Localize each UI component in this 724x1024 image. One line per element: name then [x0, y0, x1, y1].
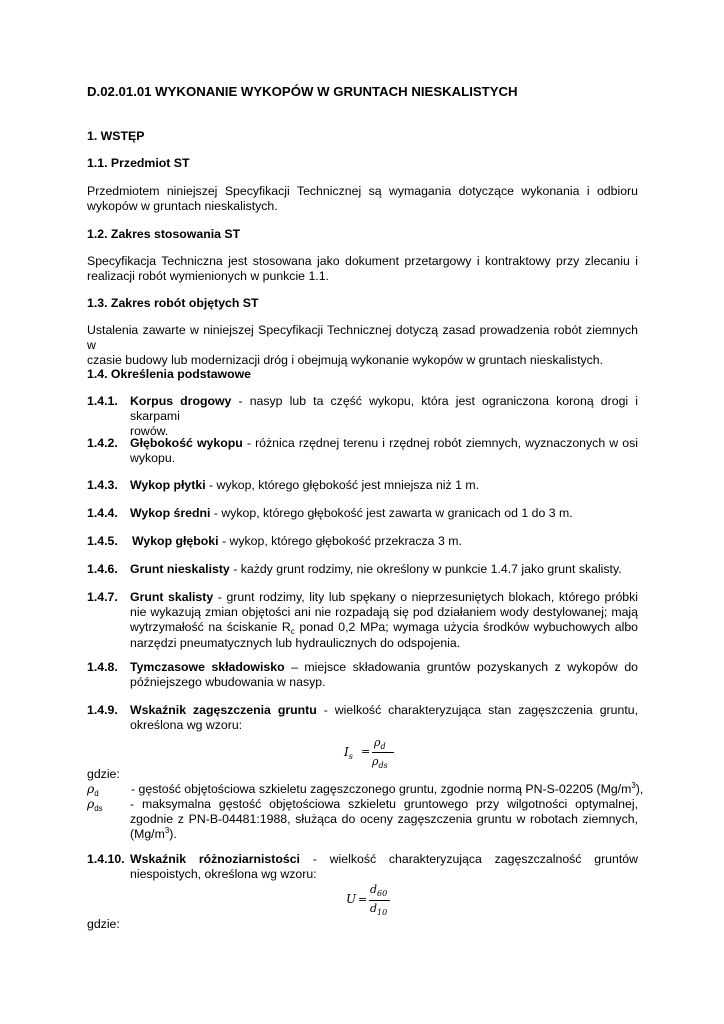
- paragraph-line: wykopów w gruntach nieskalistych.: [87, 199, 278, 213]
- item-line: Grunt skalisty - grunt rodzimy, lity lub spękany o nieprzesuniętych blokach, którego próbki: [130, 590, 638, 604]
- item-line: późniejszego wbudowania w nasyp.: [130, 675, 326, 689]
- formula-numerator-sub: 60: [377, 889, 388, 898]
- document-title: D.02.01.01 WYKONANIE WYKOPÓW W GRUNTACH NIESKALISTYCH: [87, 84, 518, 99]
- section-heading-1-1: 1.1. Przedmiot ST: [87, 156, 190, 170]
- formula-denominator: d: [370, 902, 378, 915]
- symbol: ρ: [87, 797, 95, 811]
- item-term: Grunt nieskalisty: [130, 562, 230, 576]
- symbol: ρ: [87, 782, 95, 796]
- item-number: 1.4.7.: [87, 590, 118, 604]
- item-line: niespoistych, określona wg wzoru:: [130, 867, 317, 881]
- item-line: Tymczasowe składowisko – miejsce składowania gruntów pozyskanych z wykopów do: [130, 660, 638, 674]
- item-term: Głębokość wykopu: [130, 436, 243, 450]
- formula-numerator: d: [370, 883, 378, 896]
- item-line: narzędzi pneumatycznych lub hydraulicznych do odspojenia.: [130, 636, 461, 650]
- definition-line: zgodnie z PN-B-04481:1988, służąca do oceny zagęszczenia gruntu w robotach ziemnych,: [130, 812, 638, 826]
- fraction-bar: [372, 752, 394, 753]
- formula-lhs: I: [344, 745, 349, 759]
- formula-denominator: ρ: [372, 755, 379, 768]
- item-line: Wykop średni - wykop, którego głębokość jest zawarta w granicach od 1 do 3 m.: [130, 506, 573, 520]
- paragraph-1-3: [87, 323, 638, 368]
- paragraph-1-2: [87, 254, 638, 284]
- item-term: Wykop płytki: [130, 478, 206, 492]
- section-heading-1-2: 1.2. Zakres stosowania ST: [87, 227, 241, 241]
- section-heading-1-4: 1.4. Określenia podstawowe: [87, 367, 252, 381]
- item-number: 1.4.4.: [87, 506, 118, 520]
- gdzie-label: gdzie:: [87, 767, 120, 781]
- item-line: Wykop płytki - wykop, którego głębokość jest mniejsza niż 1 m.: [130, 478, 480, 492]
- item-number: 1.4.2.: [87, 436, 118, 450]
- item-line: rowów.: [130, 424, 169, 438]
- paragraph-line: Ustalenia zawarte w niniejszej Specyfikacji Technicznej dotyczą zasad prowadzenia robót ziemnych w: [87, 323, 638, 352]
- symbol-sub: ds: [94, 804, 103, 813]
- definition-line: - maksymalna gęstość objętościowa szkieletu gruntowego przy wilgotności optymalnej,: [130, 797, 638, 811]
- item-line: Wykop głęboki - wykop, którego głębokość przekracza 3 m.: [132, 534, 462, 548]
- item-term: Wykop głęboki: [132, 534, 219, 548]
- item-term: Wskaźnik zagęszczenia gruntu: [130, 703, 317, 717]
- document-page: D.02.01.01 WYKONANIE WYKOPÓW W GRUNTACH NIESKALISTYCH 1. WSTĘP 1.1. Przedmiot ST Przedmiotem niniejszej Specyfikacji Technicznej są wymagania dotyczące wykonania i odbioru wykopów w gruntach nieskalistych. 1.2. Zakres stosowania ST Specyfikacja Techniczna jest stosowana jako dokument przetargowy i kontraktowy przy zlecaniu i realizacji robót wymienionych w punkcie 1.1. 1.3. Zakres robót objętych ST Ustalenia zawarte w niniejszej Specyfikacji Technicznej dotyczą zasad prowadzenia robót ziemnych w czasie budowy lub modernizacji dróg i obejmują wykonanie wykopów w gruntach nieskalistych. 1.4. Określenia podstawowe 1.4.1. Korpus drogowy - nasyp lub ta część wykopu, która jest ograniczona koroną drogi i skarpami rowów. 1.4.2. Głębokość wykopu - różnica rzędnej terenu i rzędnej robót ziemnych, wyznaczonych w osi wykopu. 1.4.3. Wykop płytki - wykop, którego głębokość jest mniejsza niż 1 m. 1.4.4. Wykop średni - wykop, którego głębokość jest zawarta w granicach od 1 do 3 m. 1.4.5. Wykop głęboki - wykop, którego głębokość przekracza 3 m. 1.4.6. Grunt nieskalisty - każdy grunt rodzimy, nie określony w punkcie 1.4.7 jako grunt skalisty. 1.4.7. Grunt skalisty - grunt rodzimy, lity lub spękany o nieprzesuniętych blokach, którego próbki nie wykazują zmian objętości ani nie rozpadają się pod działaniem wody destylowanej; mają wytrzymałość na ściskanie $R_c$ ponad 0,2 MPa; wymaga użycia środków wybuchowych albo narzędzi pneumatycznych lub hydraulicznych do odspojenia. 1.4.8. Tymczasowe składowisko – miejsce składowania gruntów pozyskanych z wykopów do późniejszego wbudowania w nasyp. 1.4.9. Wskaźnik zagęszczenia gruntu - wielkość charakteryzująca stan zagęszczenia gruntu, określona wg wzoru: $I_s$ = $\rho_d$ $\rho_{ds}$ gdzie: $\rho_d$ - gęstość objętościowa szkieletu zagęszczonego gruntu, zgodnie normą PN-S-02205 $(Mg/m^3)$, $\rho_{ds}$ - maksymalna gęstość objętościowa szkieletu gruntowego przy wilgotności optymalnej, zgodnie z PN-B-04481:1988, służąca do oceny zagęszczenia gruntu w robotach ziemnych, $(Mg/m^3)$. 1.4.10. Wskaźnik różnoziarnistości - wielkość charakteryzująca zagęszczalność gruntów niespoistych, określona wg wzoru: U = $d_{60}$ $d_{10}$ gdzie:: [87, 84, 644, 931]
- formula-denominator-sub: ds: [378, 761, 388, 770]
- item-term: Wykop średni: [130, 506, 211, 520]
- formula-lhs-sub: s: [348, 752, 353, 761]
- item-line: wykopu.: [130, 451, 176, 465]
- item-number: 1.4.6.: [87, 562, 118, 576]
- item-number: 1.4.1.: [87, 394, 118, 408]
- item-line: nie wykazują zmian objętości ani nie rozpadają się pod działaniem wody destylowanej; mają: [130, 605, 638, 619]
- paragraph-line: czasie budowy lub modernizacji dróg i obejmują wykonanie wykopów w gruntach nieskalistych.: [87, 353, 604, 367]
- item-term: Tymczasowe składowisko: [130, 660, 285, 674]
- formula-numerator: ρ: [374, 736, 381, 749]
- item-line: określona wg wzoru:: [130, 718, 243, 732]
- item-number: 1.4.10.: [87, 852, 125, 866]
- paragraph-line: realizacji robót wymienionych w punkcie 1.1.: [87, 269, 329, 283]
- paragraph-line: Przedmiotem niniejszej Specyfikacji Technicznej są wymagania dotyczące wykonania i odbioru: [87, 184, 638, 198]
- item-number: 1.4.5.: [87, 534, 118, 548]
- formula-equals: =: [361, 745, 371, 758]
- item-line: Wskaźnik zagęszczenia gruntu - wielkość charakteryzująca stan zagęszczenia gruntu,: [130, 703, 638, 717]
- definition-line: $(Mg/m^3)$.: [130, 826, 177, 841]
- item-term: Wskaźnik różnoziarnistości: [130, 852, 300, 866]
- formula-compaction-index: [344, 738, 404, 770]
- formula-denominator-sub: 10: [377, 908, 388, 917]
- paragraph-1-1: [87, 184, 638, 214]
- item-number: 1.4.8.: [87, 660, 118, 674]
- item-line: Głębokość wykopu - różnica rzędnej terenu i rzędnej robót ziemnych, wyznaczonych w osi: [130, 436, 638, 450]
- item-term: Korpus drogowy: [130, 394, 232, 408]
- item-term: Grunt skalisty: [130, 590, 214, 604]
- gdzie-label: gdzie:: [87, 917, 120, 931]
- item-line: Wskaźnik różnoziarnistości - wielkość charakteryzująca zagęszczalność gruntów: [130, 852, 638, 866]
- formula-lhs: U: [346, 892, 357, 906]
- item-line: wytrzymałość na ściskanie $R_c$ ponad 0,2 MPa; wymaga użycia środków wybuchowych albo: [130, 620, 638, 636]
- item-number: 1.4.9.: [87, 703, 118, 717]
- paragraph-line: Specyfikacja Techniczna jest stosowana jako dokument przetargowy i kontraktowy przy zlecaniu i: [87, 254, 638, 268]
- section-heading-1: 1. WSTĘP: [87, 129, 145, 143]
- section-heading-1-3: 1.3. Zakres robót objętych ST: [87, 296, 259, 310]
- item-line: Grunt nieskalisty - każdy grunt rodzimy, nie określony w punkcie 1.4.7 jako grunt skalisty.: [130, 562, 622, 576]
- formula-equals: =: [358, 893, 368, 906]
- formula-numerator-sub: d: [380, 742, 386, 751]
- item-number: 1.4.3.: [87, 478, 118, 492]
- item-line: Korpus drogowy - nasyp lub ta część wykopu, która jest ograniczona koroną drogi i skarpami: [130, 394, 638, 423]
- symbol-sub: d: [94, 789, 99, 798]
- formula-uniformity-coefficient: [346, 884, 406, 918]
